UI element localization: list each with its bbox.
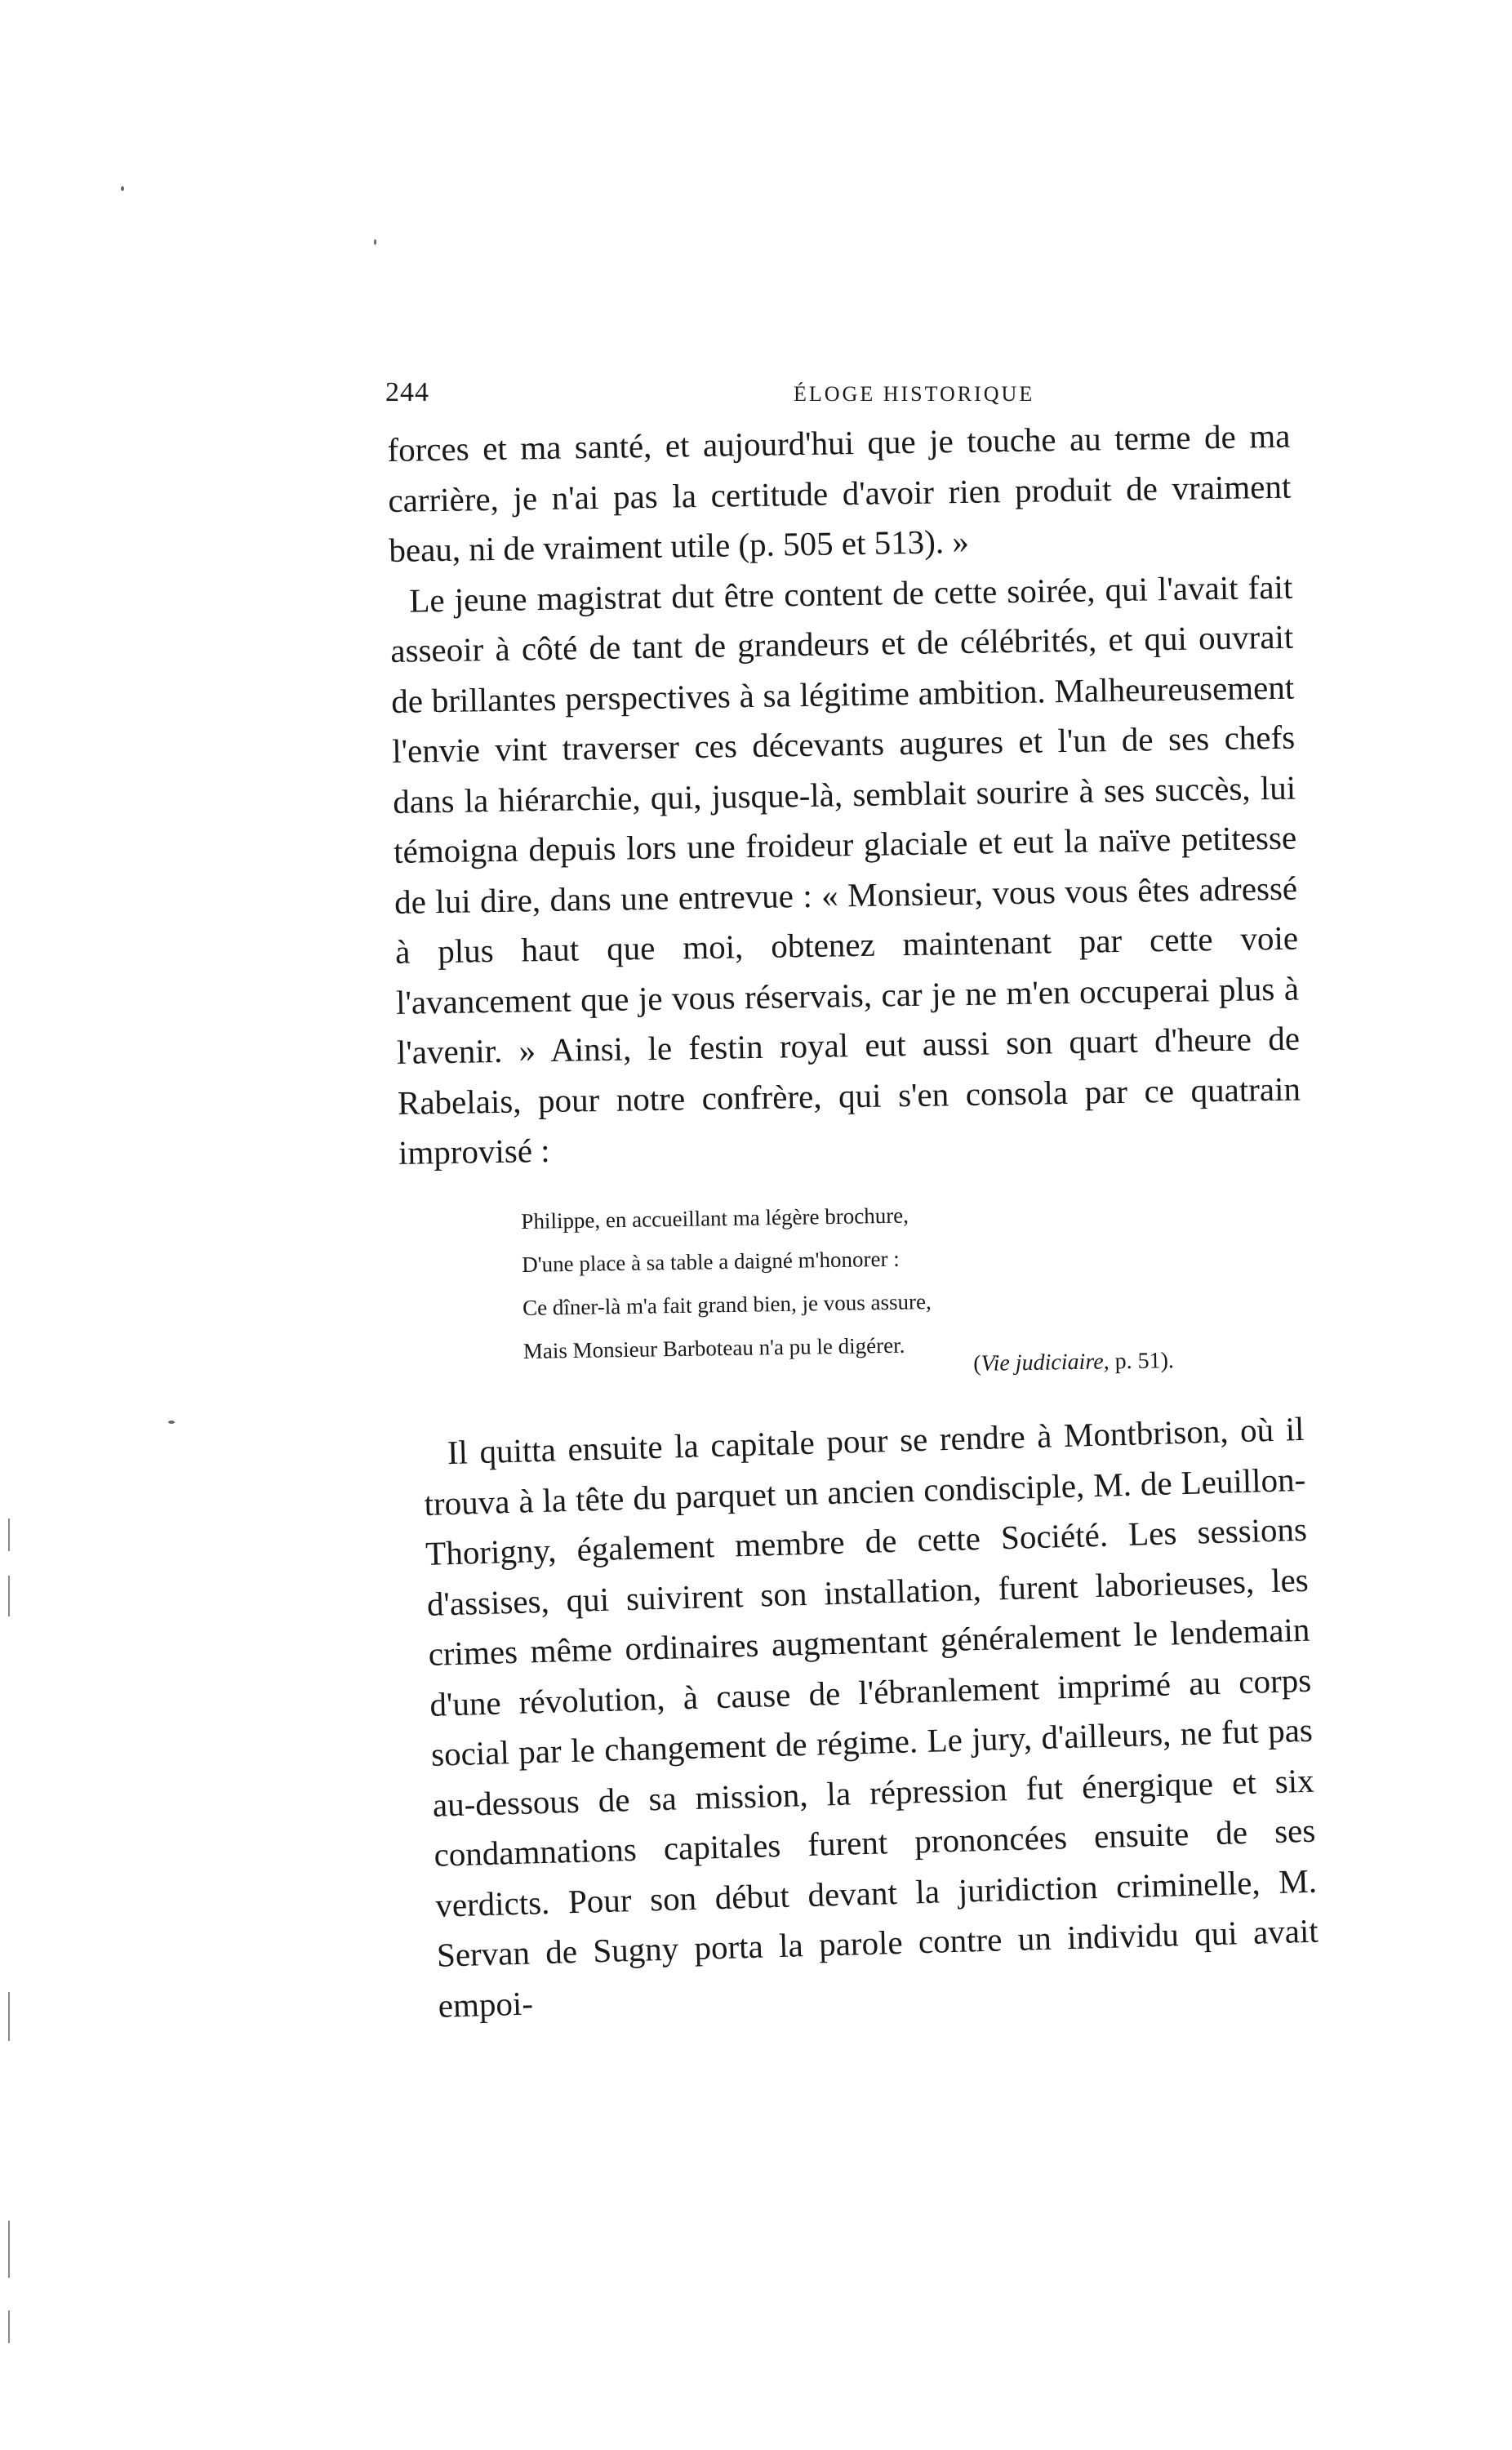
scan-margin-line xyxy=(8,1576,10,1616)
upper-text-block xyxy=(387,411,1301,1179)
citation-source: Vie judiciaire, xyxy=(981,1349,1110,1376)
lower-text-block xyxy=(422,1404,1320,2031)
paragraph-young-magistrate: Le jeune magistrat dut être content de cette soirée, qui l'avait fait asseoir à côté de tant de grandeurs et de célébrités, et qui ouvrait de brillantes perspectives à sa légitime ambition. Malheureusement l'envie vint traverser ces décevants augures et l'un de ses chefs dans la hiérarchie, qui, jusque-là, semblait sourire à ses succès, lui témoigna depuis lors une froideur glaciale et eut la naïve petitesse de lui dire, dans une entrevue : « Monsieur, vous vous êtes adressé à plus haut que moi, obtenez maintenant par cette voie l'avancement que je vous réservais, car je ne m'en occuperai plus à l'avenir. » Ainsi, le festin royal eut aussi son quart d'heure de Rabelais, pour notre confrère, qui s'en consola par ce quatrain improvisé : xyxy=(389,567,1301,1172)
citation-page: p. 51 xyxy=(1114,1348,1161,1375)
page-header xyxy=(385,377,1292,418)
scan-speck xyxy=(374,239,376,245)
scan-margin-line xyxy=(8,2310,10,2343)
scan-speck xyxy=(168,1421,175,1424)
quatrain xyxy=(521,1189,1258,1373)
verse-line: D'une place à sa table a daigné m'honorer : xyxy=(522,1246,900,1277)
running-title: ÉLOGE HISTORIQUE xyxy=(794,382,1035,406)
verse-line: Mais Monsieur Barboteau n'a pu le digérer. xyxy=(523,1332,905,1363)
paragraph-montbrison: Il quitta ensuite la capitale pour se rendre à Montbrison, où il trouva à la tête du parquet un ancien condisciple, M. de Leuillon-Thorigny, également membre de cette Société. Les sessions d'assises, qui suivirent son installation, furent laborieuses, les crimes même ordinaires augmentant généralement le lendemain d'une révolution, à cause de l'ébranlement imprimé au corps social par le changement de régime. Le jury, d'ailleurs, ne fut pas au-dessous de sa mission, la répression fut énergique et six condamnations capitales furent prononcées ensuite de ses verdicts. Pour son début devant la juridiction criminelle, M. Servan de Sugny porta la parole contre un individu qui avait empoi- xyxy=(423,1409,1319,2025)
scan-speck xyxy=(121,186,124,191)
verse-line: Philippe, en accueillant ma légère brochure, xyxy=(521,1203,909,1234)
paragraph-continuation: forces et ma santé, et aujourd'hui que je touche au terme de ma carrière, je n'ai pas la certitude d'avoir rien produit de vraiment beau, ni de vraiment utile (p. 505 et 513). » xyxy=(387,416,1292,569)
scan-margin-line xyxy=(8,1992,10,2041)
scan-margin-line xyxy=(8,2221,10,2278)
verse-line: Ce dîner-là m'a fait grand bien, je vous assure, xyxy=(522,1289,932,1320)
page-number: 244 xyxy=(385,377,429,407)
scan-margin-line xyxy=(8,1518,10,1551)
verse-citation: (Vie judiciaire, p. 51). xyxy=(973,1348,1175,1376)
